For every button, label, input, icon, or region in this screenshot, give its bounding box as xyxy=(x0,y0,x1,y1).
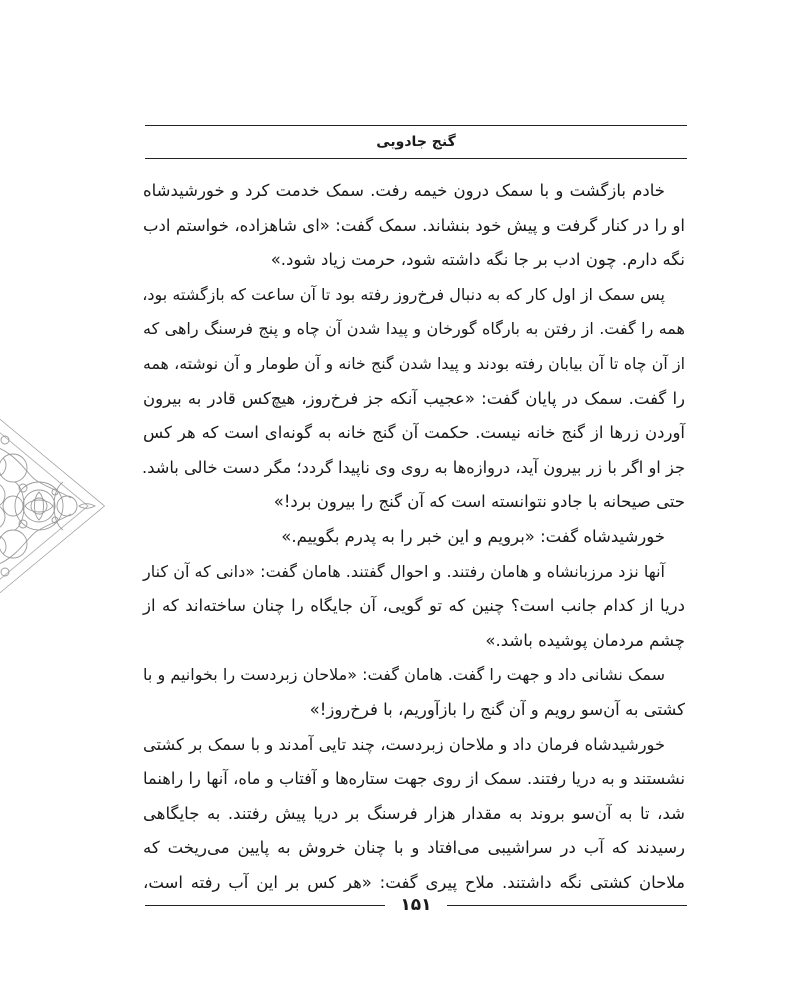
arabesque-ornament-icon xyxy=(0,418,107,594)
body-line: حتی صیحانه با جادو نتوانسته است که آن گنج را بیرون برد!» xyxy=(273,492,685,512)
body-line: او را در کنار گرفت و پیش خود بنشاند. سمک گفت: «ای شاهزاده، خواستم ادب xyxy=(143,215,685,235)
body-line: پس سمک از اول کار که به دنبال فرخ‌روز رفته بود تا آن ساعت که بازگشته بود، xyxy=(142,284,665,304)
body-line: را گفت. سمک در پایان گفت: «عجیب آنکه جز فرخ‌روز، هیچ‌کس قادر به بیرون xyxy=(143,388,685,408)
body-line: ملاحان کشتی نگه داشتند. ملاح پیری گفت: «هر کس بر این آب رفته است، xyxy=(143,872,685,892)
body-line: خادم بازگشت و با سمک درون خیمه رفت. سمک خدمت کرد و خورشیدشاه xyxy=(143,181,665,200)
body-line: نگه دارم. چون ادب بر جا نگه داشته شود، حرمت زیاد شود.» xyxy=(270,250,685,270)
body-line: رسیدند که آب در سراشیبی می‌افتاد و با چنان خروش به پایین می‌ریخت که xyxy=(143,838,685,858)
body-line: آنها نزد مرزبانشاه و هامان رفتند. و احوال گفتند. هامان گفت: «دانی که آن کنار xyxy=(143,561,665,581)
body-line: شد، تا به آن‌سو بروند به مقدار هزار فرسنگ بر دریا پیش رفتند. به جایگاهی xyxy=(143,803,685,823)
body-line: نشستند و به دریا رفتند. سمک از روی جهت ستاره‌ها و آفتاب و ماه، آنها را راهنما xyxy=(143,769,685,789)
body-line: چشم مردمان پوشیده باشد.» xyxy=(485,630,685,650)
body-text xyxy=(143,174,685,900)
header-bottom-rule xyxy=(145,158,687,159)
body-line: خورشیدشاه گفت: «برویم و این خبر را به پدرم بگوییم.» xyxy=(281,526,665,546)
page-number: ۱۵۱ xyxy=(400,895,432,915)
body-line: دریا از کدام جانب است؟ چنین که تو گویی، آن جایگاه را چنان ساخته‌اند که از xyxy=(143,596,685,616)
body-line: آوردن زرها از گنج خانه نیست. حکمت آن گنج خانه به گونه‌ای است که هر کس xyxy=(143,423,685,443)
running-head-title: گنج جادویی xyxy=(376,134,456,150)
footer-rule-left xyxy=(145,905,385,906)
body-line: جز او اگر با زر بیرون آید، دروازه‌ها به روی وی ناپیدا گردد؛ مگر دست خالی باشد. xyxy=(142,457,685,477)
page-footer xyxy=(145,893,687,917)
header-top-rule xyxy=(145,125,687,126)
body-line: خورشیدشاه فرمان داد و ملاحان زبردست، چند تایی آمدند و با سمک بر کشتی xyxy=(143,734,665,754)
footer-rule-right xyxy=(447,905,687,906)
body-line: همه را گفت. از رفتن به بارگاه گورخان و پیدا شدن آن چاه و پنج فرسنگ راهی که xyxy=(143,319,685,339)
body-line: از آن چاه تا آن بیابان رفته بودند و پیدا شدن گنج خانه و آن طومار و آن نوشته، همه xyxy=(143,353,685,373)
body-line: کشتی به آن‌سو رویم و آن گنج را بازآوریم، با فرخ‌روز!» xyxy=(309,699,685,719)
body-line: سمک نشانی داد و جهت را گفت. هامان گفت: «ملاحان زبردست را بخوانیم و با xyxy=(143,665,665,685)
